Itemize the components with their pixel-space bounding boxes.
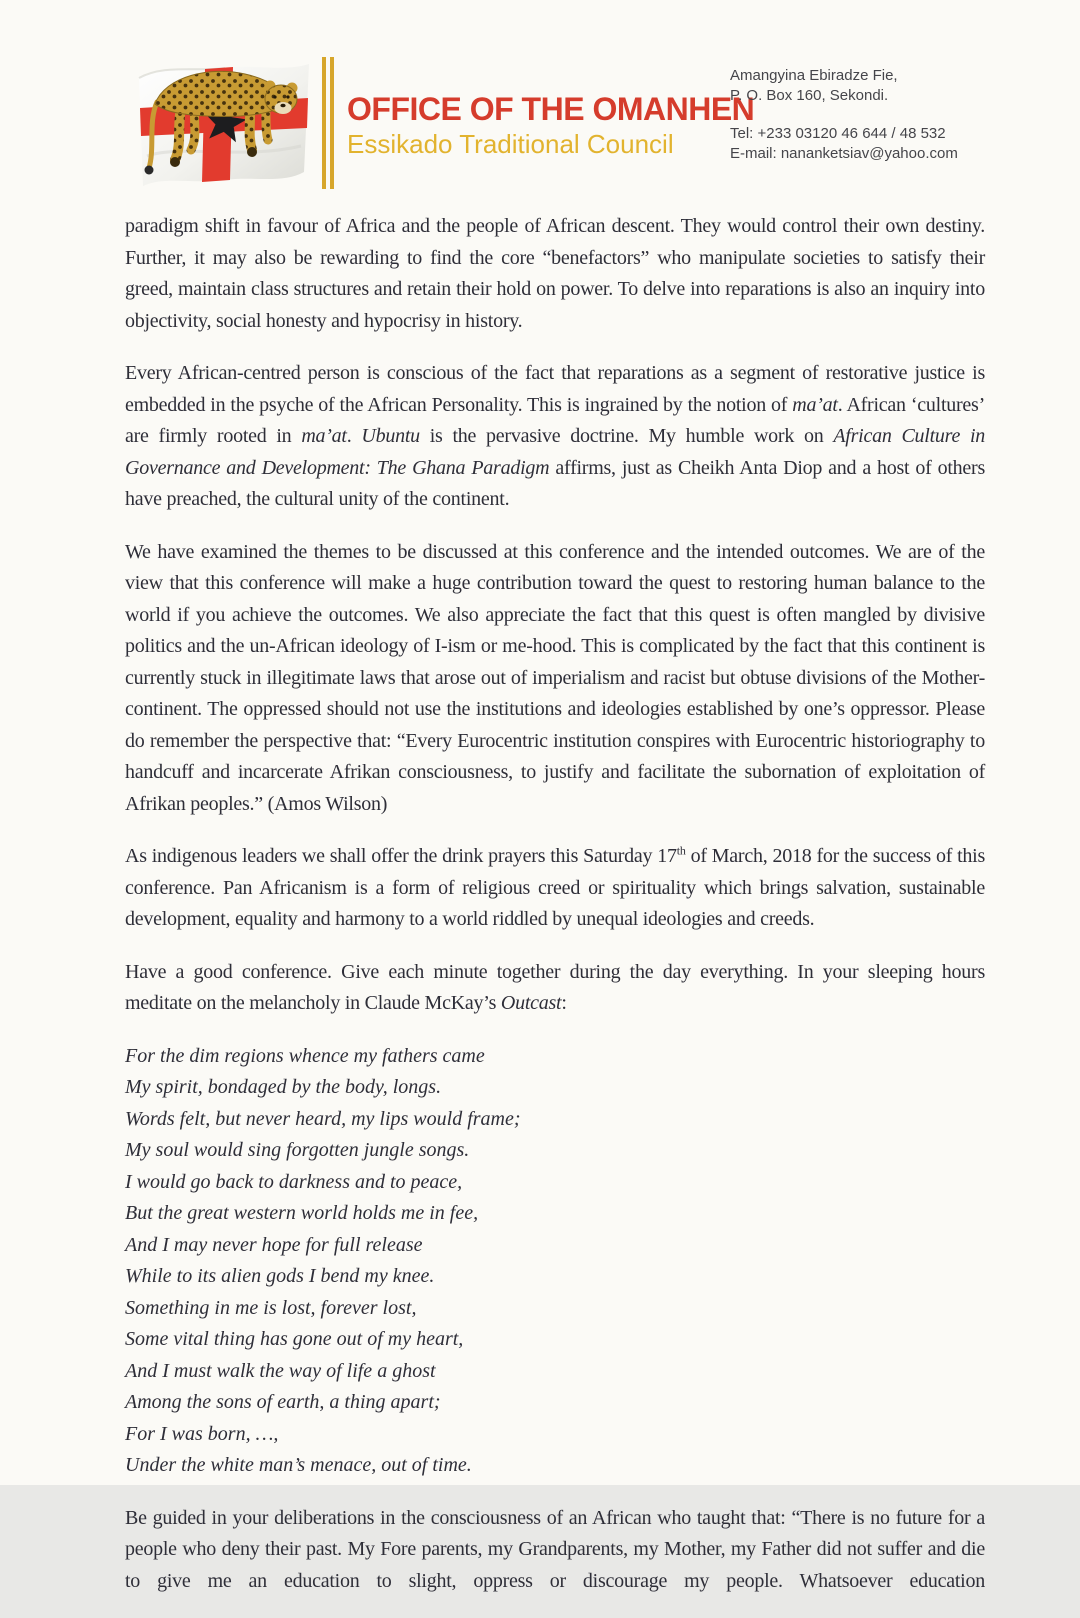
paragraph: Be guided in your deliberations in the consciousness of an African who taught that: “There is no future for a people who deny their past. My Fore parents, my Grandparents, my Mother, my Father did not suffer and die to give me an education to slight, oppress or discourage my people. Whatsoever education (125, 1506, 985, 1592)
poem-line: Something in me is lost, forever lost, (125, 1296, 417, 1319)
poem-line: But the great western world holds me in fee, (125, 1202, 479, 1224)
org-name-block (347, 91, 755, 160)
poem-line: For the dim regions whence my fathers came (125, 1044, 485, 1067)
org-title: OFFICE OF THE OMANHEN (347, 91, 755, 127)
org-subtitle: Essikado Traditional Council (347, 129, 674, 160)
letterhead (0, 0, 1080, 200)
gold-bar (322, 57, 326, 189)
address-line-2: P. O. Box 160, Sekondi. (730, 87, 889, 104)
poem-line: While to its alien gods I bend my knee. (125, 1265, 435, 1287)
poem-line: My soul would sing forgotten jungle songs. (125, 1139, 470, 1161)
poem-line: Among the sons of earth, a thing apart; (125, 1391, 441, 1413)
poem-line: For I was born, …, (125, 1422, 279, 1445)
poem (125, 1041, 985, 1482)
poem-line: And I must walk the way of life a ghost (125, 1359, 436, 1382)
telephone-line: Tel: +233 03120 46 644 / 48 532 (730, 125, 946, 142)
email-line: E-mail: nananketsiav@yahoo.com (730, 145, 958, 162)
poem-line: Under the white man’s menace, out of time. (125, 1454, 472, 1476)
poem-line: I would go back to darkness and to peace, (125, 1170, 463, 1193)
poem-line: Words felt, but never heard, my lips would frame; (125, 1107, 521, 1130)
paragraph: Every African-centred person is conscious of the fact that reparations as a segment of restorative justice is embedded in the psyche of the African Personality. This is ingrained by the notion of ma’at. African ‘cultures’ are firmly rooted in ma’at. Ubuntu is the pervasive doctrine. My humble work on African Culture in Governance and Development: The Ghana Paradigm affirms, just as Cheikh Anta Diop and a host of others have preached, the cultural unity of the continent. (125, 362, 985, 510)
letter-body (125, 211, 985, 1618)
poem-line: My spirit, bondaged by the body, longs. (125, 1076, 442, 1098)
poem-line: Some vital thing has gone out of my heart, (125, 1328, 464, 1350)
poem-line: And I may never hope for full release (125, 1233, 423, 1256)
gold-bar (330, 57, 334, 189)
leopard-flag-logo-graphic (133, 56, 313, 192)
paragraph: As indigenous leaders we shall offer the drink prayers this Saturday 17th of March, 2018 for the success of this conference. Pan Africanism is a form of religious creed or spirituality which brings salvation, sustainable development, equality and harmony to a world riddled by unequal ideologies and creeds. (125, 843, 986, 930)
address-line-1: Amangyina Ebiradze Fie, (730, 67, 898, 84)
contact-block (730, 66, 990, 164)
paragraph: paradigm shift in favour of Africa and the people of African descent. They would control their own destiny. Further, it may also be rewarding to find the core “benefactors” who manipulate societies to satisfy their greed, maintain class structures and retain their hold on power. To delve into reparations is also an inquiry into objectivity, social honesty and hypocrisy in history. (125, 215, 985, 332)
paragraph: We have examined the themes to be discussed at this conference and the intended outcomes. We are of the view that this conference will make a huge contribution toward the quest to restoring human balance to the world if you achieve the outcomes. We also appreciate the fact that this quest is often mangled by divisive politics and the un-African ideology of I-ism or me-hood. This is complicated by the fact that this continent is currently stuck in illegitimate laws that arose out of imperialism and racist but obtuse divisions of the Mother-continent. The oppressed should not use the institutions and ideologies established by one’s oppressor. Please do remember the perspective that: “Every Eurocentric institution conspires with Eurocentric historiography to handcuff and incarcerate Afrikan consciousness, to justify and facilitate the subornation of exploitation of Afrikan peoples.” (Amos Wilson) (125, 540, 985, 815)
double-gold-bars (322, 57, 335, 189)
leopard-flag-logo (133, 56, 313, 192)
paragraph: Have a good conference. Give each minute together during the day everything. In your sleeping hours meditate on the melancholy in Claude McKay’s Outcast: (125, 960, 985, 1014)
